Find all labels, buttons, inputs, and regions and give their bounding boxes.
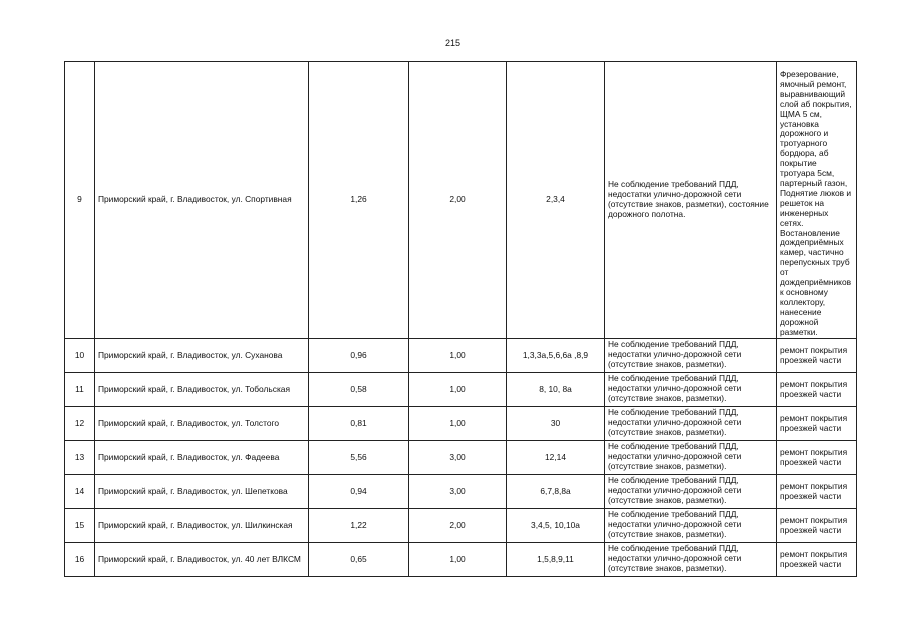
road-signs: 12,14 — [507, 441, 605, 475]
road-work: ремонт покрытия проезжей части — [777, 407, 857, 441]
row-number: 16 — [65, 543, 95, 577]
row-number: 10 — [65, 339, 95, 373]
road-address: Приморский край, г. Владивосток, ул. Шилкинская — [95, 509, 309, 543]
road-signs: 2,3,4 — [507, 62, 605, 339]
road-work: ремонт покрытия проезжей части — [777, 373, 857, 407]
road-width: 1,00 — [409, 407, 507, 441]
road-width: 3,00 — [409, 441, 507, 475]
row-number: 14 — [65, 475, 95, 509]
road-width: 2,00 — [409, 509, 507, 543]
road-width: 1,00 — [409, 373, 507, 407]
road-length: 0,94 — [309, 475, 409, 509]
road-issue: Не соблюдение требований ПДД, недостатки улично-дорожной сети (отсутствие знаков, разметки). — [605, 407, 777, 441]
road-length: 1,26 — [309, 62, 409, 339]
road-issue: Не соблюдение требований ПДД, недостатки улично-дорожной сети (отсутствие знаков, разметки). — [605, 475, 777, 509]
road-signs: 3,4,5, 10,10а — [507, 509, 605, 543]
road-address: Приморский край, г. Владивосток, ул. 40 лет ВЛКСМ — [95, 543, 309, 577]
road-signs: 1,3,3а,5,6,6а ,8,9 — [507, 339, 605, 373]
table-row — [65, 339, 857, 373]
row-number: 9 — [65, 62, 95, 339]
road-work: ремонт покрытия проезжей части — [777, 441, 857, 475]
road-length: 5,56 — [309, 441, 409, 475]
road-work: ремонт покрытия проезжей части — [777, 339, 857, 373]
road-length: 1,22 — [309, 509, 409, 543]
row-number: 13 — [65, 441, 95, 475]
road-issue: Не соблюдение требований ПДД, недостатки улично-дорожной сети (отсутствие знаков, разметки). — [605, 373, 777, 407]
road-length: 0,58 — [309, 373, 409, 407]
road-work: Фрезерование, ямочный ремонт, выравнивающий слой аб покрытия, ЩМА 5 см, установка дорожного и тротуарного бордюра, аб покрытие тротуара 5см, партерный газон, Поднятие люков и решеток на инженерных сетях. Востановление дождеприёмных камер, частично перепускных труб от дождеприёмников к основному коллектору, нанесение дорожной разметки. — [777, 62, 857, 339]
road-length: 0,81 — [309, 407, 409, 441]
road-work: ремонт покрытия проезжей части — [777, 509, 857, 543]
road-issue: Не соблюдение требований ПДД, недостатки улично-дорожной сети (отсутствие знаков, разметки). — [605, 441, 777, 475]
road-address: Приморский край, г. Владивосток, ул. Шепеткова — [95, 475, 309, 509]
table-row — [65, 475, 857, 509]
table-row — [65, 373, 857, 407]
road-address: Приморский край, г. Владивосток, ул. Суханова — [95, 339, 309, 373]
row-number: 11 — [65, 373, 95, 407]
page-number: 215 — [444, 38, 461, 48]
table-row — [65, 62, 857, 339]
road-signs: 30 — [507, 407, 605, 441]
road-signs: 1,5,8,9,11 — [507, 543, 605, 577]
table-row — [65, 441, 857, 475]
road-length: 0,65 — [309, 543, 409, 577]
road-issue: Не соблюдение требований ПДД, недостатки улично-дорожной сети (отсутствие знаков, разметки), состояние дорожного полотна. — [605, 62, 777, 339]
row-number: 12 — [65, 407, 95, 441]
table-row — [65, 543, 857, 577]
road-width: 3,00 — [409, 475, 507, 509]
road-signs: 8, 10, 8а — [507, 373, 605, 407]
road-repair-table — [64, 61, 857, 577]
road-address: Приморский край, г. Владивосток, ул. Спортивная — [95, 62, 309, 339]
road-issue: Не соблюдение требований ПДД, недостатки улично-дорожной сети (отсутствие знаков, разметки). — [605, 543, 777, 577]
road-signs: 6,7,8,8а — [507, 475, 605, 509]
road-issue: Не соблюдение требований ПДД, недостатки улично-дорожной сети (отсутствие знаков, разметки). — [605, 509, 777, 543]
road-issue: Не соблюдение требований ПДД, недостатки улично-дорожной сети (отсутствие знаков, разметки). — [605, 339, 777, 373]
table-row — [65, 509, 857, 543]
road-length: 0,96 — [309, 339, 409, 373]
table-row — [65, 407, 857, 441]
row-number: 15 — [65, 509, 95, 543]
road-work: ремонт покрытия проезжей части — [777, 475, 857, 509]
road-address: Приморский край, г. Владивосток, ул. Фадеева — [95, 441, 309, 475]
road-address: Приморский край, г. Владивосток, ул. Толстого — [95, 407, 309, 441]
road-width: 2,00 — [409, 62, 507, 339]
road-address: Приморский край, г. Владивосток, ул. Тобольская — [95, 373, 309, 407]
road-work: ремонт покрытия проезжей части — [777, 543, 857, 577]
road-width: 1,00 — [409, 543, 507, 577]
road-width: 1,00 — [409, 339, 507, 373]
